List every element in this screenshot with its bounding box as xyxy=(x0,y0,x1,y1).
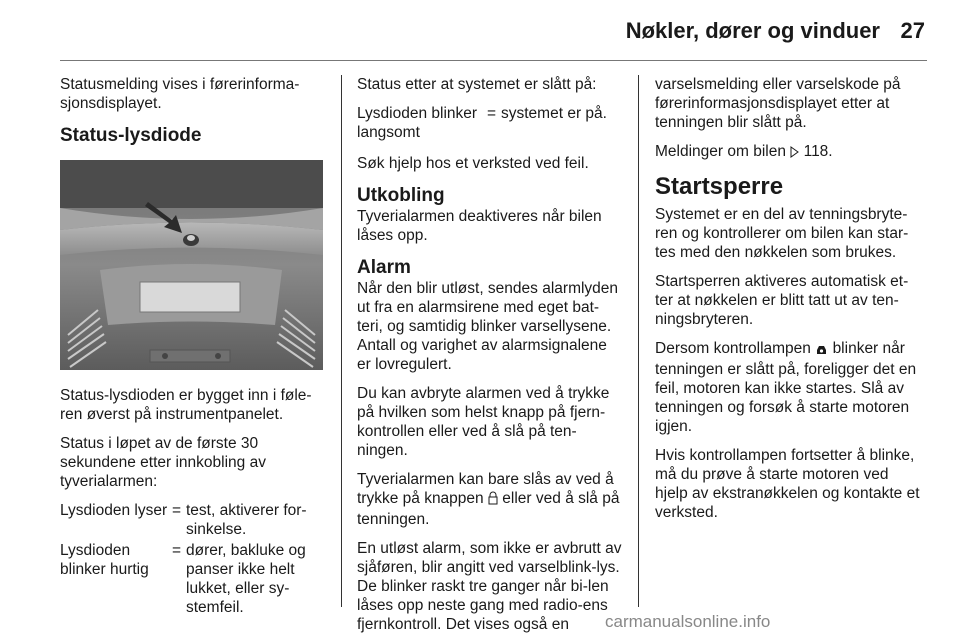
table-description: systemet er på. xyxy=(501,105,607,122)
section-heading-startsperre: Startsperre xyxy=(655,173,784,200)
table-equals: = xyxy=(172,542,182,559)
table-equals: = xyxy=(487,105,497,122)
header-divider xyxy=(60,60,927,61)
intro-text: Statusmelding vises i førerinforma-sjonsdisplayet. xyxy=(60,76,300,112)
table-term: Lysdioden blinker hurtig xyxy=(60,542,149,578)
table-description: test, aktiverer for-sinkelse. xyxy=(186,502,307,538)
column-divider xyxy=(341,75,342,607)
section-heading-alarm: Alarm xyxy=(357,257,411,278)
status-after-on-text: Status etter at systemet er slått på: xyxy=(357,76,597,93)
warning-message-text: varselsmelding eller varselskode på førerinformasjonsdisplayet etter at tenningen blir slått på. xyxy=(655,76,901,131)
status-after-table xyxy=(357,104,622,142)
startsperre-text-1: Systemet er en del av tenningsbryte-ren og kontrollerer om bilen kan star-tes med den nøkkelen som brukes. xyxy=(655,206,909,261)
page-header-title: Nøkler, dører og vinduer xyxy=(625,18,880,43)
alarm-text-1: Når den blir utløst, sendes alarmlyden ut fra en alarmsirene med eget bat-teri, og samtidig blinker varsellysene. Antall og varighet av alarmsignalene er lovregulert. xyxy=(357,280,619,373)
column-2 xyxy=(357,75,622,644)
status-led-table xyxy=(60,501,325,617)
section-heading-status-led: Status-lysdiode xyxy=(60,125,202,146)
dashboard-led-illustration xyxy=(60,160,323,370)
alarm-text-3: Tyverialarmen kan bare slås av ved å trykke på knappen eller ved å slå på tenningen. xyxy=(357,471,620,528)
column-1 xyxy=(60,75,325,617)
table-term: Lysdioden lyser xyxy=(60,502,168,519)
section-heading-utkobling: Utkobling xyxy=(357,185,445,206)
vehicle-messages-ref: Meldinger om bilen 118. xyxy=(655,142,923,163)
page-ref-arrow-icon xyxy=(790,144,799,163)
status-led-description: Status-lysdioden er bygget inn i føle-ren øverst på instrumentpanelet. xyxy=(60,387,312,423)
column-divider xyxy=(638,75,639,607)
column-3 xyxy=(655,75,923,532)
startsperre-text-3: Dersom kontrollampen blinker når tenningen er slått på, foreligger det en feil, motoren kan ikke startes. Slå av tenningen og forsøk å starte motoren igjen. xyxy=(655,340,917,435)
alarm-text-2: Du kan avbryte alarmen ved å trykke på hvilken som helst knapp på fjern-kontrollen eller ved å slå på ten-ningen. xyxy=(357,385,610,459)
watermark-text: carmanualsonline.info xyxy=(605,612,771,631)
page-number: 27 xyxy=(900,18,925,43)
startsperre-text-4: Hvis kontrollampen fortsetter å blinke, må du prøve å starte motoren ved hjelp av ekstranøkkelen og kontakte et verksted. xyxy=(655,447,920,521)
table-equals: = xyxy=(172,502,182,519)
alarm-text-4: En utløst alarm, som ikke er avbrutt av sjåføren, blir angitt ved varselblink-lys. De blinker raskt tre ganger når bi-len låses opp neste gang med radio-ens fjernkontroll. Det vises også en xyxy=(357,540,622,633)
status-first-30s-text: Status i løpet av de første 30 sekundene etter innkobling av tyverialarmen: xyxy=(60,435,266,490)
lock-icon xyxy=(488,491,498,510)
startsperre-text-2: Startsperren aktiveres automatisk et-ter at nøkkelen er blitt tatt ut av ten-ningsbryteren. xyxy=(655,273,909,328)
utkobling-text: Tyverialarmen deaktiveres når bilen låses opp. xyxy=(357,208,602,244)
workshop-help-text: Søk hjelp hos et verksted ved feil. xyxy=(357,155,589,172)
table-term: Lysdioden blinker langsomt xyxy=(357,105,478,141)
table-description: dører, bakluke og panser ikke helt lukket, eller sy-stemfeil. xyxy=(186,542,306,616)
immobilizer-warning-icon xyxy=(815,341,828,360)
